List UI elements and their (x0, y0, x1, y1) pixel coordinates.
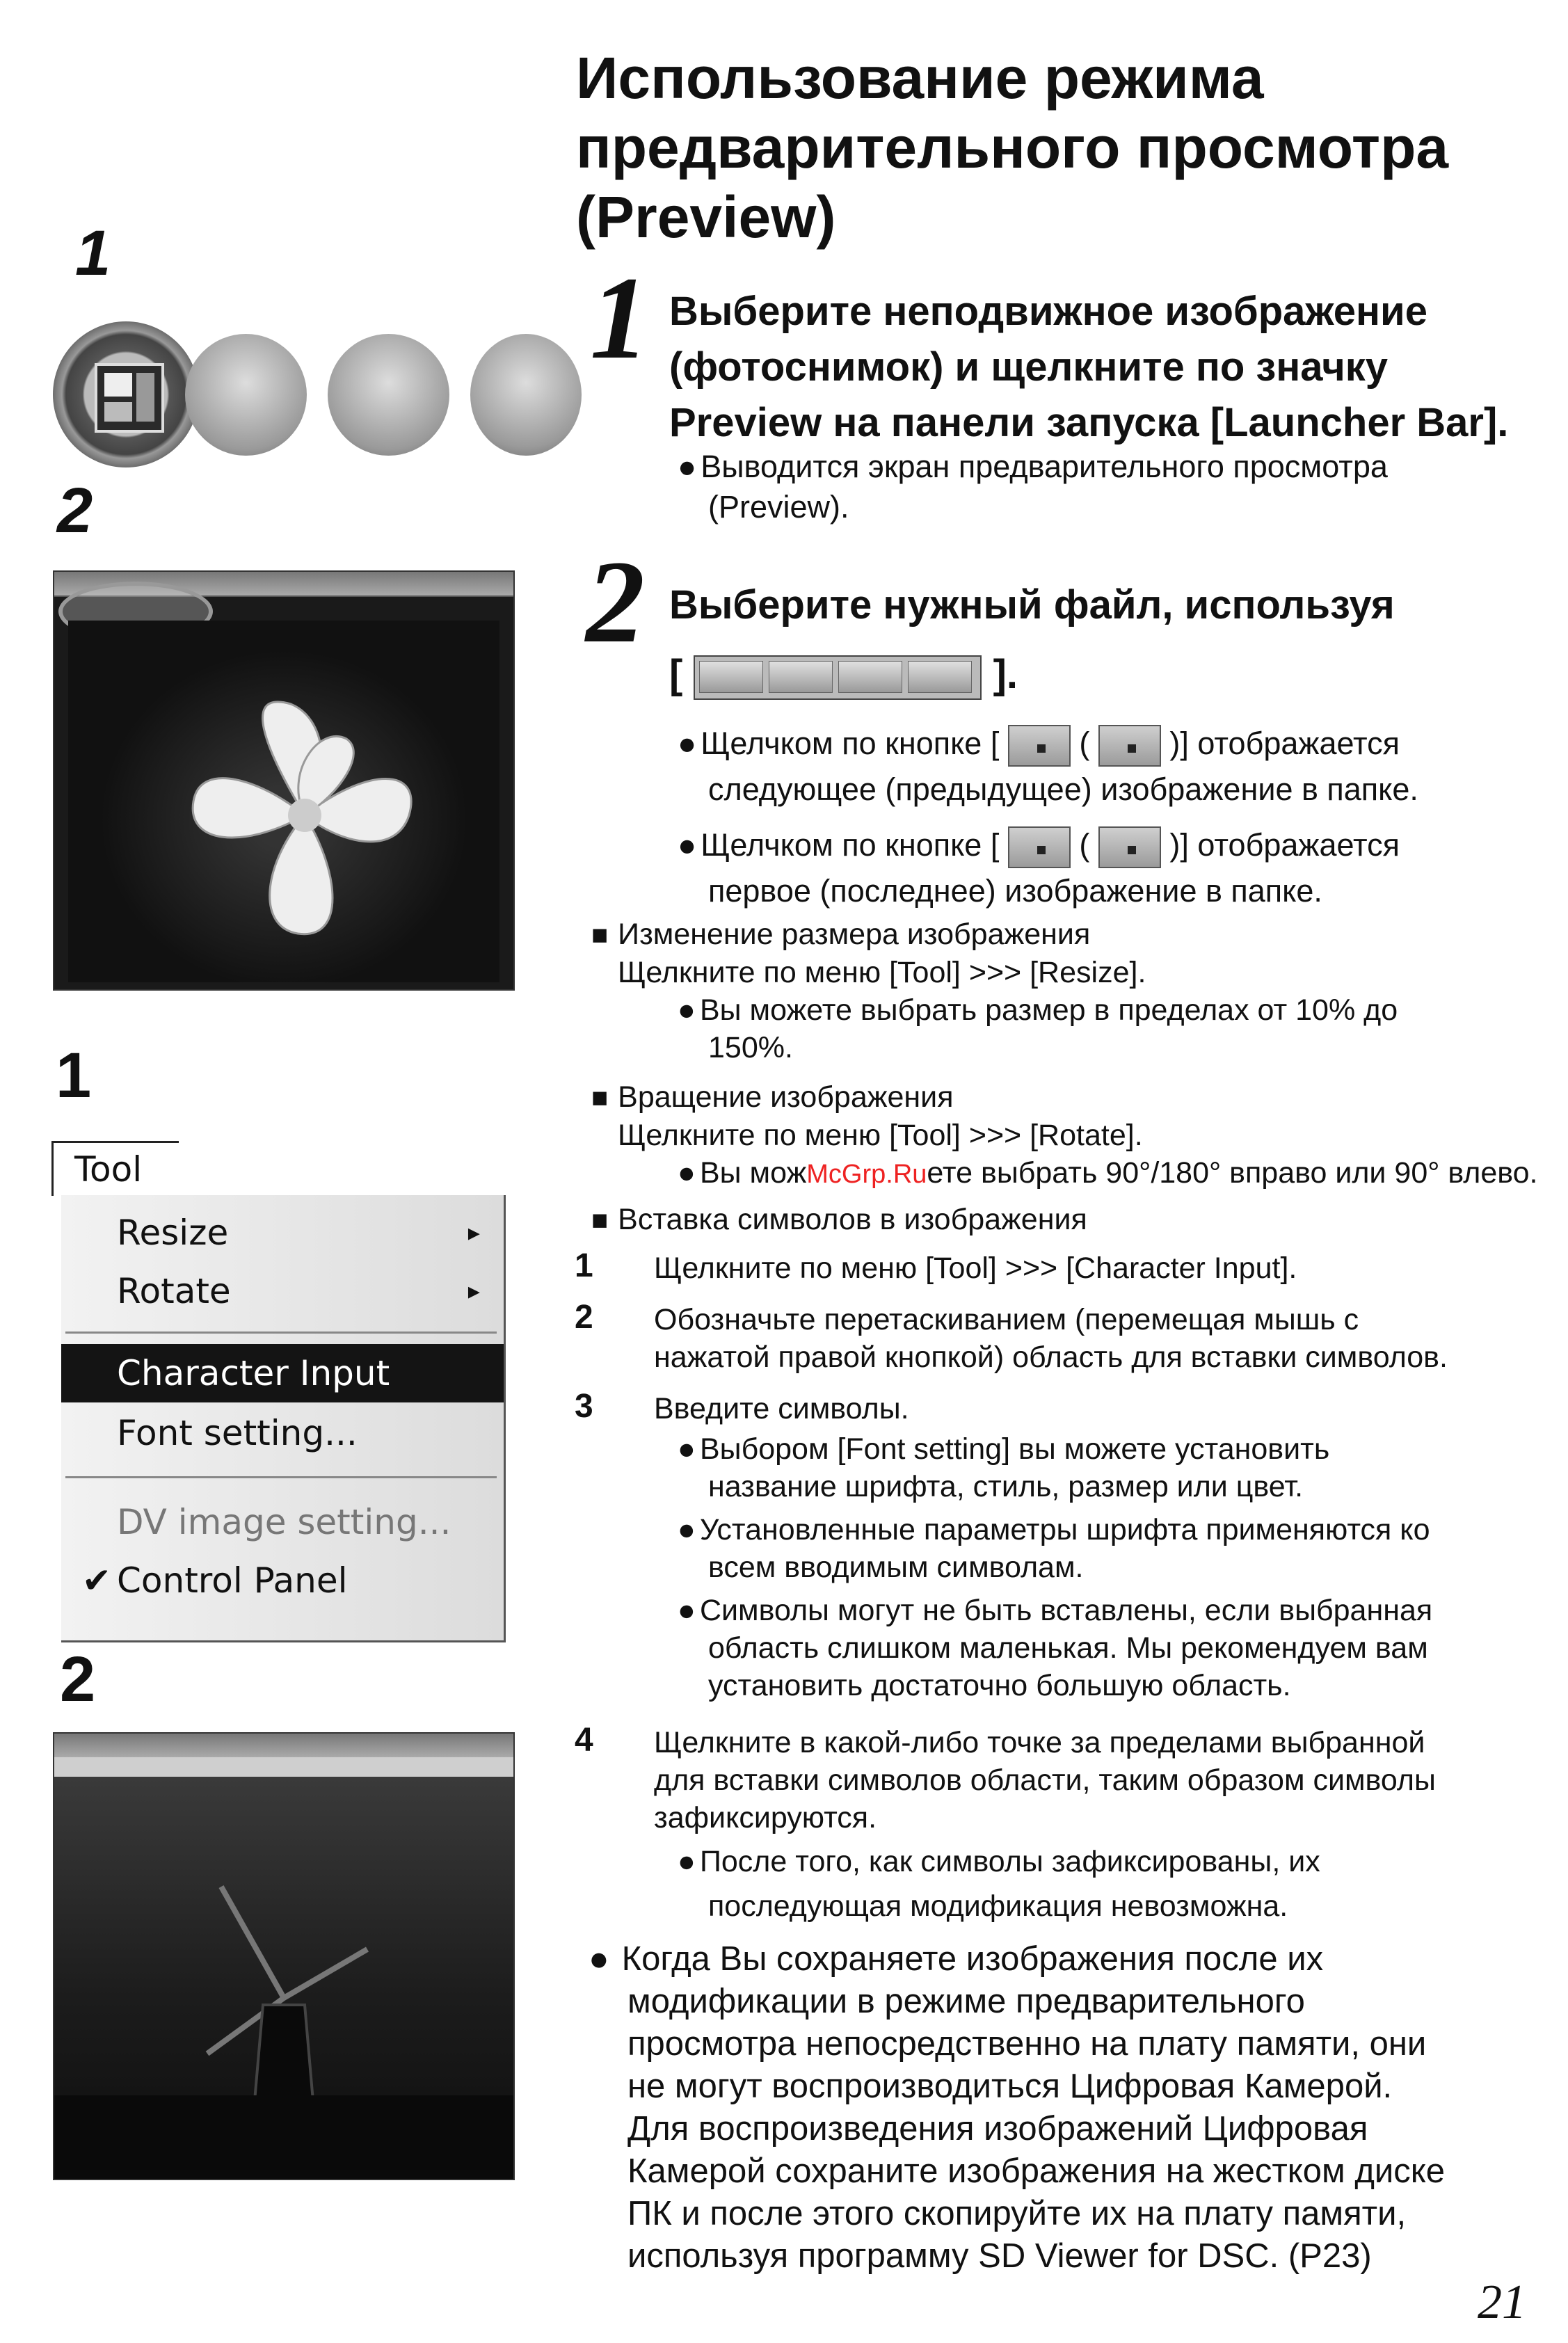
menu-item-rotate[interactable] (61, 1262, 504, 1320)
bullet-line: ● Выбором [Font setting] вы можете установить (678, 1430, 1554, 1468)
bullet-line: последующая модификация невозможна. (708, 1889, 1288, 1923)
section-line: Щелкните по меню [Tool] >>> [Resize]. (618, 956, 1146, 989)
bullet-line: первое (последнее) изображение в папке. (708, 873, 1322, 909)
note-line: Для воспроизведения изображений Цифровая (627, 2110, 1368, 2148)
tool-menu (51, 1141, 511, 1642)
heading-line: Выберите неподвижное изображение (669, 289, 1427, 334)
page-title (576, 43, 1550, 252)
flower-photo (159, 662, 451, 961)
next-button-icon (1008, 725, 1071, 767)
bullet-line: ● Вы можете выбрать размер в пределах от 10% до (591, 991, 1551, 1029)
previous-image-button[interactable] (769, 661, 833, 693)
insert-step-4 (654, 1724, 1551, 1837)
tool-menu-dropdown (61, 1195, 506, 1642)
bullet-line: установить достаточно большую область. (708, 1669, 1291, 1702)
bracket: ]. (993, 652, 1018, 697)
menu-separator (65, 1476, 497, 1478)
step-number-1: 1 (590, 253, 649, 383)
insert-step-3: Введите символы. (654, 1392, 909, 1425)
first-button-icon (1008, 826, 1071, 868)
step-number-2: 2 (586, 536, 645, 667)
menu-item-dv-image-setting[interactable] (61, 1493, 504, 1551)
heading-line: (фотоснимок) и щелкните по значку (669, 344, 1389, 390)
bullet-text: )] отображается (1169, 726, 1400, 761)
character-input-screenshot (53, 1732, 515, 2180)
step-line: зафиксируются. (654, 1801, 877, 1834)
menu-item-resize[interactable] (61, 1204, 504, 1262)
last-image-button[interactable] (908, 661, 972, 693)
bullet-text: ● Щелчком по кнопке [ (678, 827, 999, 863)
bullet-text: ете выбрать 90°/180° вправо или 90° влево. (927, 1156, 1538, 1190)
menu-separator (65, 1332, 497, 1334)
page-title-line: Использование режима (576, 45, 1264, 111)
step-1-heading (669, 284, 1546, 451)
step-line: Щелкните в какой-либо точке за пределами выбранной (654, 1726, 1425, 1759)
menu-item-label: Font setting... (117, 1413, 358, 1453)
heading-line: Preview на панели запуска [Launcher Bar]. (669, 400, 1509, 445)
bullet-line: ● После того, как символы зафиксированы, их (678, 1839, 1554, 1884)
navigation-buttons-row (669, 647, 1018, 703)
page-title-line: (Preview) (576, 184, 836, 250)
bullet-line: следующее (предыдущее) изображение в папке. (708, 771, 1418, 808)
bullet-line: (Preview). (708, 489, 849, 525)
bullet-line: название шрифта, стиль, размер или цвет. (708, 1470, 1304, 1503)
insert-step-number: 3 (575, 1388, 593, 1425)
left-step-label-1b: 1 (56, 1040, 92, 1111)
note-line: Камерой сохраните изображения на жестком диске (627, 2152, 1446, 2190)
bullet-text: )] отображается (1169, 827, 1400, 863)
step-1-bullet (678, 447, 1547, 527)
menu-item-label: Character Input (117, 1353, 390, 1393)
insert-section-title (591, 1201, 1551, 1239)
bracket: [ (669, 652, 683, 697)
bullet-line: область слишком маленькая. Мы рекомендуем вам (708, 1631, 1428, 1665)
resize-section (591, 915, 1551, 1066)
tool-menu-header[interactable]: Tool (51, 1141, 179, 1196)
bullet-text: ● Щелчком по кнопке [ (678, 726, 999, 761)
navigation-button-strip (694, 655, 982, 700)
page-number: 21 (1478, 2276, 1526, 2329)
insert-step-1: Щелкните по меню [Tool] >>> [Character Input]. (654, 1252, 1297, 1285)
step-2-bullet-2 (678, 822, 1554, 914)
bullet-line: ● Символы могут не быть вставлены, если выбранная (678, 1592, 1554, 1629)
submenu-arrow-icon: ▸ (467, 1277, 480, 1305)
left-step-label-1: 1 (75, 218, 111, 289)
bullet-text: ● Вы мож (678, 1156, 806, 1190)
preview-icon-glyph (95, 363, 164, 433)
section-line: Щелкните по меню [Tool] >>> [Rotate]. (618, 1119, 1143, 1152)
step-line: Обозначьте перетаскиванием (перемещая мышь с (654, 1303, 1359, 1336)
watermark: McGrp.Ru (806, 1160, 927, 1189)
left-step-label-2a: 2 (57, 475, 93, 546)
insert-step-number: 2 (575, 1299, 593, 1336)
bullet-line: 150%. (708, 1031, 793, 1064)
launcher-circle-icon (470, 334, 582, 456)
section-title: ■ Вращение изображения (591, 1078, 1551, 1117)
step-line: для вставки символов области, таким образом символы (654, 1764, 1436, 1797)
left-step-label-2b: 2 (60, 1644, 96, 1715)
launcher-circle-icon (328, 334, 449, 456)
launcher-bar-image (53, 321, 512, 467)
section-title: ■ Вставка символов в изображения (591, 1201, 1551, 1239)
note-line: используя программу SD Viewer for DSC. (P23) (627, 2237, 1372, 2275)
insert-step-4-bullet (678, 1839, 1554, 1928)
insert-step-number: 4 (575, 1722, 593, 1759)
menu-item-label: Resize (117, 1213, 229, 1253)
previous-button-icon (1098, 725, 1161, 767)
bullet-text: ( (1079, 827, 1090, 863)
menu-item-label: Rotate (117, 1271, 231, 1311)
bullet-line: всем вводимым символам. (708, 1551, 1084, 1584)
insert-step-2 (654, 1301, 1551, 1376)
note-line: просмотра непосредственно на плату памяти, они (627, 2025, 1427, 2063)
insert-step-3-bullets (678, 1430, 1554, 1704)
menu-item-character-input[interactable] (61, 1344, 504, 1402)
note-line: Когда Вы сохраняете изображения после их (621, 1940, 1324, 1978)
bullet-text: ( (1079, 726, 1090, 761)
step-2-heading: Выберите нужный файл, используя (669, 582, 1395, 627)
checkmark-icon: ✔ (82, 1560, 111, 1601)
menu-item-font-setting[interactable] (61, 1404, 504, 1462)
page-title-line: предварительного просмотра (576, 115, 1449, 180)
step-line: нажатой правой кнопкой) область для вставки символов. (654, 1341, 1448, 1374)
menu-item-label: DV image setting... (117, 1502, 451, 1542)
rotate-section (591, 1078, 1551, 1193)
first-image-button[interactable] (699, 661, 763, 693)
memory-card-note: ● Когда Вы сохраняете изображения после их модификации в режиме предварительного просмотра непосредственно на плату памяти, они не могут воспроизводиться Цифровая Камерой. Для воспроизведения изображений Цифровая Камерой сохраните изображения на жестком диске ПК и после этого скопируйте их на плату памяти, используя программу SD Viewer for DSC. (P23) (589, 1938, 1555, 2278)
bullet-line: ● Установленные параметры шрифта применяются ко (678, 1511, 1554, 1549)
bullet-line: ● Выводится экран предварительного просмотра (678, 447, 1547, 487)
preview-window-screenshot (53, 570, 515, 991)
menu-item-label: Control Panel (117, 1560, 348, 1601)
menu-item-control-panel[interactable] (61, 1551, 504, 1610)
launcher-circle-icon (185, 334, 307, 456)
note-line: модификации в режиме предварительного (627, 1983, 1305, 2020)
note-line: не могут воспроизводиться Цифровая Камерой. (627, 2068, 1393, 2105)
note-line: ПК и после этого скопируйте их на плату памяти, (627, 2195, 1407, 2232)
step-2-bullet-1 (678, 721, 1554, 813)
insert-step-number: 1 (575, 1247, 593, 1284)
section-title: ■ Изменение размера изображения (591, 915, 1551, 954)
last-button-icon (1098, 826, 1161, 868)
next-image-button[interactable] (838, 661, 902, 693)
submenu-arrow-icon: ▸ (467, 1219, 480, 1247)
